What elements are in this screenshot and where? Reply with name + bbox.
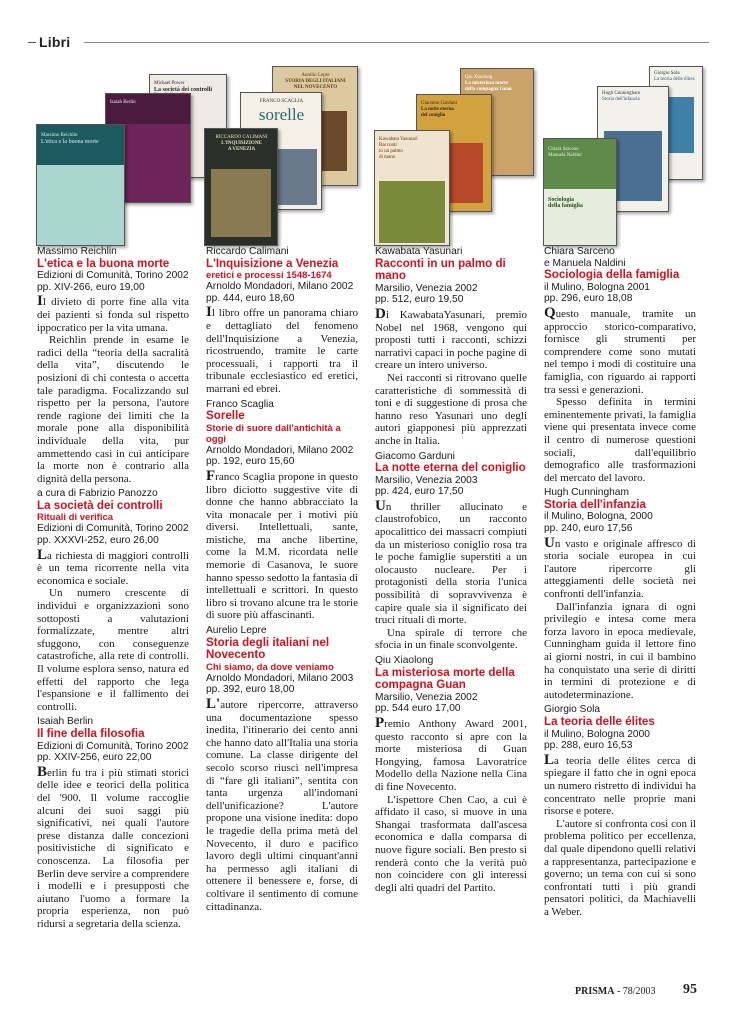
cover-group-3 <box>374 60 534 250</box>
review-paragraph: erlin fu tra i più stimati storici delle idee e teorici della politica del '900. Il volume raccoglie alcuni dei suoi saggi più significativi, nei quali l'autore prese distanza dalle concezioni positivistiche di significato e conoscenza. La filosofia per Berlin deve servire a comprendere i modelli e i presupposti che aiutano l'uomo a formare la propria esperienza, non può ridursi a segretaria della scienza. <box>37 766 189 930</box>
drop-cap: L <box>544 751 555 768</box>
cover-text: RICCARDO CALIMANI <box>215 135 268 140</box>
book-publisher: Arnoldo Mondadori, Milano 2002 <box>206 444 354 456</box>
cover-text: Massimo Reichlin <box>41 133 78 138</box>
cover-text: Isaiah Berlin <box>110 100 136 105</box>
cover-text: L'etica e la buona morte <box>41 139 99 145</box>
book-title: La società dei controlli <box>37 498 163 512</box>
cover-text: Chiara Sarceno <box>548 147 579 152</box>
review-paragraph: a richiesta di maggiori controlli è un tema ricorrente nella vita economica e sociale. <box>37 549 189 587</box>
review-berlin <box>37 716 189 930</box>
cover-text: Aurelio Lepre <box>301 73 330 78</box>
book-pages-price: pp. 444, euro 18,60 <box>206 292 295 304</box>
book-publisher: Edizioni di Comunità, Torino 2002 <box>37 740 189 752</box>
review-text <box>37 763 189 931</box>
review-cunningham <box>544 487 696 701</box>
cover-text: L'INQUISIZIONE <box>221 141 262 146</box>
drop-cap: I <box>206 304 212 321</box>
book-publisher: Marsilio, Venezia 2003 <box>375 474 478 486</box>
book-author: Giacomo Garduni <box>375 450 455 462</box>
book-author: Aurelio Lepre <box>206 625 267 637</box>
book-publisher: il Mulino, Bologna, 2000 <box>544 511 653 523</box>
cover-group-1 <box>36 60 213 250</box>
book-pages-price: pp. 392, euro 18,00 <box>206 684 295 696</box>
book-pages-price: pp. 288, euro 16,53 <box>544 740 633 752</box>
review-paragraph: l libro offre un panorama chiaro e dettagliato del fenomeno dell'Inquisizione a Venezia, ricostruendo, tramite le carte processuali, i rapporti tra il tribunale ecclesiastico ed eretici, marrani ed ebrei. <box>206 307 358 395</box>
book-publisher: Marsilio, Venezia 2002 <box>375 282 478 294</box>
book-cover-calimani <box>204 128 278 246</box>
review-text <box>206 696 358 913</box>
book-publisher: Arnoldo Mondadori, Milano 2002 <box>206 281 354 293</box>
cover-text: sorelle <box>258 105 305 124</box>
column-4 <box>544 246 696 918</box>
book-author: Giorgio Sola <box>544 704 601 716</box>
review-paragraph: n thriller allucinato e claustrofobico, un racconto apocalittico dei massacri compiuti da un misterioso coniglio rosa tra le poche famiglie superstiti a un olocausto nucleare. Per i protagonisti della storia l'unica possibilità di sopravvivenza è capire quale sia il significato dei truci rituali di morte. <box>375 500 527 627</box>
cover-text: della compagna Guan <box>465 87 512 92</box>
book-pages-price: pp. XIV-266, euro 19,00 <box>37 281 145 293</box>
review-text <box>375 305 527 372</box>
column-3 <box>375 246 527 894</box>
review-sola <box>544 704 696 918</box>
cover-text: di mano <box>379 155 396 160</box>
book-subtitle: eretici e processi 1548-1674 <box>206 270 332 282</box>
drop-cap: L' <box>206 696 221 712</box>
cover-text: Manuela Naldini <box>548 153 582 158</box>
book-author: Franco Scaglia <box>206 398 274 410</box>
book-cover-kawabata <box>374 130 450 246</box>
cover-text: Giorgio Sola <box>654 71 680 76</box>
review-calimani <box>206 246 358 396</box>
cover-text: La notte eterna <box>421 107 454 112</box>
review-reichlin <box>37 246 189 485</box>
review-panozzo <box>37 488 189 713</box>
book-pages-price: pp. 192, euro 15,60 <box>206 456 295 468</box>
review-text: Dall'infanzia ignara di ogni privilegio e intesa come mera forza lavoro in epoca medievale, Cunningham guida il lettore fino ai giorni nostri, in cui il bambino ha conquistato una serie di diritti in termini di protezione e di autodeterminazione. <box>544 600 696 701</box>
review-text <box>37 546 189 588</box>
page-number: 95 <box>683 982 697 997</box>
review-scaglia <box>206 399 358 623</box>
book-title: L'Inquisizione a Venezia <box>206 256 339 270</box>
cover-text: La misteriosa morte <box>465 81 509 86</box>
review-text: Nei racconti si ritrovano quelle caratteristiche di sommessità di toni e di suggestione di prosa che hanno reso Yasunari uno degli autori giapponesi più apprezzati anche in Italia. <box>375 371 527 447</box>
cover-text: Storia dell'infanzia <box>602 97 640 102</box>
review-paragraph: l divieto di porre fine alla vita dei pazienti si fonda sul rispetto ippocratico per la vita umana. <box>37 296 189 334</box>
drop-cap: B <box>37 763 48 780</box>
review-text: Un numero crescente di individui e organizzazioni sono sottoposti a valutazioni formalizzate, mentre altri sfuggono, con conseguenze catastrofiche, alla rete di controlli. Il volume esplora senso, natura ed effetti del rapporto che lega l'espansione e il fallimento dei controlli. <box>37 587 189 713</box>
book-title: L'etica e la buona morte <box>37 256 170 270</box>
review-paragraph: i KawabataYasunari, premio Nobel nel 1968, vengono qui proposti tutti i racconti, schizzi narrativi capaci in poche pagine di creare un intero universo. <box>375 308 527 372</box>
book-subtitle: Rituali di verifica <box>37 512 114 524</box>
section-title: Libri <box>39 34 71 50</box>
book-title: Sociologia della famiglia <box>544 268 680 282</box>
review-lepre <box>206 625 358 913</box>
book-author: Massimo Reichlin <box>37 246 117 257</box>
review-text: L'autore si confronta così con il problema politico per eccellenza, dal quale dipendono quelli relativi a rappresentanza, partecipazione e governo; un tema con cui si sono confrontati tutti i più grandi pensatori politici, da Machiavelli a Weber. <box>544 817 696 918</box>
issue-number: - 78/2003 <box>614 986 656 997</box>
cover-text: Kawabata Yasunari <box>379 137 418 142</box>
header-dash <box>28 42 36 43</box>
book-publisher: Marsilio, Venezia 2002 <box>375 691 478 703</box>
book-title: Racconti in un palmo di mano <box>375 256 506 283</box>
book-pages-price: pp. 240, euro 17,56 <box>544 523 633 535</box>
book-title: Il fine della filosofia <box>37 726 145 740</box>
cover-group-4 <box>543 60 703 250</box>
drop-cap: L <box>37 546 48 563</box>
cover-group-2 <box>204 60 364 250</box>
book-publisher: Edizioni di Comunità, Torino 2002 <box>37 523 189 535</box>
book-author: a cura di Fabrizio Panozzo <box>37 488 158 500</box>
review-sarceno <box>544 246 696 484</box>
page-footer <box>575 986 656 997</box>
section-header <box>28 34 70 50</box>
review-text <box>544 534 696 601</box>
cover-text: Sociologia <box>548 197 575 203</box>
column-1 <box>37 246 189 930</box>
cover-text: Michael Power <box>154 81 185 86</box>
review-text <box>37 293 189 334</box>
review-garduni <box>375 451 527 653</box>
book-publisher: il Mulino, Bologna 2000 <box>544 728 650 740</box>
book-author: Qiu Xiaolong <box>375 655 434 666</box>
book-pages-price: pp. 512, euro 19,50 <box>375 294 464 306</box>
cover-text: in un palmo <box>379 149 403 154</box>
book-subtitle: Chi siamo, da dove veniamo <box>206 661 334 673</box>
cover-text: Racconti <box>379 143 397 148</box>
cover-text: Qiu Xiaolong <box>465 75 493 80</box>
book-cover-sarceno <box>543 138 617 246</box>
review-text: Reichlin prende in esame le radici della “teoria della sacralità della vita”, discutendo le posizioni di chi contesta o accetta tale paradigma. Focalizzando sul rispetto per la persona, l'autore rende ragione dei limiti che la morale pone alla disponibilità individuale della vita, pur ammettendo casi in cui anticipare la morte non è contrario alla dignità della persona. <box>37 334 189 485</box>
review-text: Spesso definita in termini eminentemente privati, la famiglia viene qui presentata invece come il centro di numerose questioni sociali, dall'equilibrio demografico alle trasformazioni del mercato del lavoro. <box>544 396 696 484</box>
header-rule <box>84 42 709 43</box>
column-2 <box>206 246 358 913</box>
book-pages-price: pp. XXIV-256, euro 22,00 <box>37 752 152 764</box>
book-pages-price: pp. 296, euro 18,08 <box>544 293 633 305</box>
book-author: Isaiah Berlin <box>37 716 94 728</box>
book-title: Storia dell'infanzia <box>544 497 646 511</box>
review-text <box>206 467 358 622</box>
review-text <box>375 714 527 794</box>
review-text <box>544 304 696 396</box>
book-publisher: il Mulino, Bologna 2001 <box>544 281 650 293</box>
review-text <box>206 304 358 395</box>
book-cover-reichlin <box>36 124 125 246</box>
cover-text: Hugh Cunningham <box>602 91 641 96</box>
book-publisher: Edizioni di Comunità, Torino 2002 <box>37 270 189 282</box>
magazine-name: PRISMA <box>575 986 615 997</box>
review-paragraph: autore ripercorre, attraverso una documentazione spesso inedita, l'itinerario dei cento anni che hanno dato all'Italia una storia comune. La classe dirigente del secolo scorso riuscì nell'impresa di “fare gli italiani”, sentita con tanta urgenza all'indomani dell'unificazione? L'autore propone una visione inedita: dopo le tragedie della prima metà del Novecento, il duro e pacifico lavoro degli ultimi cinquant'anni ha permesso agli italiani di ottenere il benessere e, forse, di coltivare il sentimento di comune cittadinanza. <box>206 699 358 913</box>
cover-text: La società dei controlli <box>154 87 213 93</box>
book-pages-price: pp. XXXVI-252, euro 26,00 <box>37 535 159 547</box>
cover-text: A VENEZIA <box>227 147 256 152</box>
review-text: L'ispettore Chen Cao, a cui è affidato il caso, si muove in una Shangai trasformata dall'ascesa economica e dalla comparsa di nuove figure sociali. Ben presto si renderà conto che la verità può non coincidere con gli interessi degli alti quadri del Partito. <box>375 793 527 894</box>
book-pages-price: pp. 544 euro 17,00 <box>375 703 461 715</box>
book-title: Storia degli italiani nel Novecento <box>206 635 330 662</box>
book-subtitle: Storie di suore dall'antichità a oggi <box>206 422 341 445</box>
cover-text: La teoria delle élites <box>654 77 695 82</box>
review-text <box>544 751 696 818</box>
review-paragraph: remio Anthony Award 2001, questo racconto si apre con la morte misteriosa di Guan Hongying, famosa Lavoratrice Modello della Nazione nella Cina di fine Novecento. <box>375 717 527 793</box>
cover-text: Giacomo Garduni <box>421 101 457 106</box>
book-title: La notte eterna del coniglio <box>375 461 526 475</box>
drop-cap: I <box>37 293 43 310</box>
review-qiu <box>375 655 527 894</box>
book-author: Riccardo Calimani <box>206 246 289 257</box>
book-author: e Manuela Naldini <box>544 257 626 269</box>
review-paragraph: n vasto e originale affresco di storia sociale europea in cui l'autore ripercorre gli atteggiamenti delle società nei confronti dell'infanzia. <box>544 537 696 601</box>
drop-cap: D <box>375 305 386 322</box>
book-publisher: Arnoldo Mondadori, Milano 2003 <box>206 672 354 684</box>
book-title: Sorelle <box>206 409 245 423</box>
book-title: La teoria delle élites <box>544 714 655 728</box>
review-text: Una spirale di terrore che sfocia in un finale sconvolgente. <box>375 626 527 652</box>
book-author: Chiara Sarceno <box>544 246 615 257</box>
cover-text: FRANCO SCAGLIA <box>259 99 304 104</box>
review-paragraph: ranco Scaglia propone in questo libro diciotto suggestive vite di donne che hanno abbracciato la vita monacale per i motivi più diversi. Intellettuali, sante, mistiche, ma anche libertine, come la M.M. ricordata nelle memorie di Casanova, le suore hanno spesso sedotto la fantasia di intellettuali e scrittori. In questo libro si trovano alcune tra le storie di suore più affascinanti. <box>206 470 358 622</box>
book-title: La misteriosa morte della compagna Guan <box>375 665 515 692</box>
review-paragraph: a teoria delle élites cerca di spiegare il fatto che in ogni epoca un numero ristretto di individui ha concentrato nelle proprie mani risorse e potere. <box>544 754 696 818</box>
review-paragraph: uesto manuale, tramite un approccio storico-comparativo, fornisce gli strumenti per comprendere come sono mutati nel tempo i modi di costituire una famiglia, con riguardo ai rapporti tra sessi e generazioni. <box>544 307 696 396</box>
book-author: Hugh Cunningham <box>544 487 629 499</box>
drop-cap: Q <box>544 304 556 321</box>
cover-text: del coniglio <box>421 113 446 118</box>
cover-text: della famiglia <box>548 203 583 209</box>
book-author: Kawabata Yasunari <box>375 246 463 257</box>
cover-text: STORIA DEGLI ITALIANI <box>285 79 346 84</box>
cover-text: NEL NOVECENTO <box>293 85 338 90</box>
book-pages-price: pp. 424, euro 17,50 <box>375 486 464 498</box>
review-kawabata <box>375 246 527 448</box>
drop-cap: F <box>206 467 216 484</box>
review-text <box>375 497 527 627</box>
drop-cap: U <box>544 534 555 551</box>
drop-cap: P <box>375 714 385 731</box>
drop-cap: U <box>375 497 386 514</box>
